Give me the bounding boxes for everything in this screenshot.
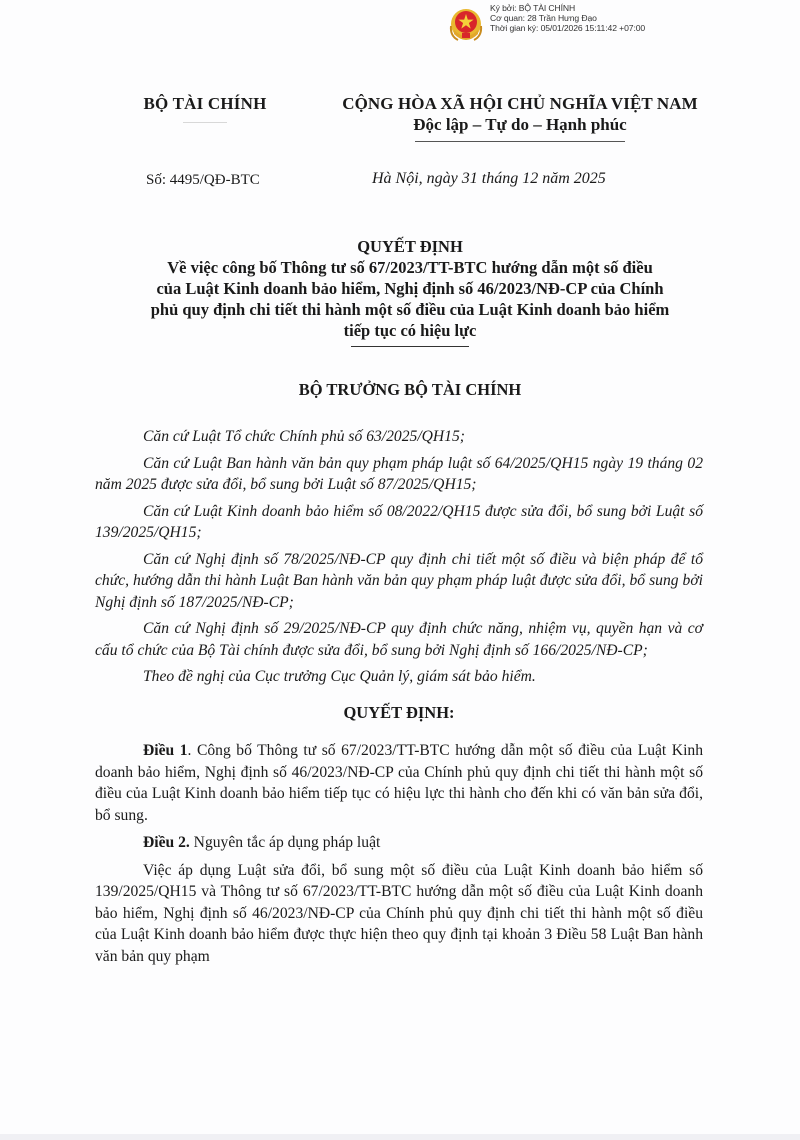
decision-heading: QUYẾT ĐỊNH:: [343, 702, 455, 722]
issuing-authority: BỘ TRƯỞNG BỘ TÀI CHÍNH: [298, 380, 522, 399]
legal-basis-item: Theo đề nghị của Cục trưởng Cục Quản lý, giám sát bảo hiểm.: [143, 668, 536, 685]
legal-basis-item: Căn cứ Luật Kinh doanh bảo hiểm số 08/2022/QH15 được sửa đổi, bổ sung bởi Luật số 139/2025/QH15;: [95, 502, 703, 541]
digital-signature-block: [448, 3, 645, 46]
article-2-heading: [95, 832, 703, 854]
agency-divider: [183, 122, 227, 123]
signature-signer: Ký bởi: BỘ TÀI CHÍNH: [490, 3, 576, 13]
page-edge: [0, 1134, 800, 1140]
signature-time: Thời gian ký: 05/01/2026 15:11:42 +07:00: [490, 23, 646, 33]
title-subject-line: Về việc công bố Thông tư số 67/2023/TT-BTC hướng dẫn một số điều: [167, 258, 653, 277]
title-subject-line: của Luật Kinh doanh bảo hiểm, Nghị định số 46/2023/NĐ-CP của Chính: [156, 279, 664, 298]
document-number: Số: 4495/QĐ-BTC: [146, 172, 260, 188]
document-title: [110, 236, 710, 347]
issuing-agency: BỘ TÀI CHÍNH: [143, 94, 267, 113]
signature-agency: Cơ quan: 28 Trần Hưng Đạo: [490, 13, 597, 23]
issuing-agency-block: [125, 94, 285, 123]
national-emblem-icon: [448, 6, 484, 46]
motto-divider: [415, 141, 625, 142]
title-subject-line: tiếp tục có hiệu lực: [343, 321, 477, 340]
title-divider: [351, 346, 469, 347]
article-label: Điều 1: [143, 742, 188, 759]
article-text: . Công bố Thông tư số 67/2023/TT-BTC hướng dẫn một số điều của Luật Kinh doanh bảo hiểm, Nghị định số 46/2023/NĐ-CP của Chính phủ quy định chi tiết thi hành một số điều của Luật Kinh doanh bảo hiểm tiếp tục có hiệu lực thi hành cho đến khi có văn bản sửa đổi, bổ sung.: [95, 742, 703, 824]
article-label: Điều 2.: [143, 834, 190, 851]
national-header: [300, 94, 740, 142]
article-2-text: Việc áp dụng Luật sửa đổi, bổ sung một số điều của Luật Kinh doanh bảo hiểm số 139/2025/QH15 và Thông tư số 67/2023/TT-BTC hướng dẫn một số điều của Luật Kinh doanh bảo hiểm, Nghị định số 46/2023/NĐ-CP của Chính phủ quy định chi tiết thi hành một số điều của Luật Kinh doanh bảo hiểm được thực hiện theo quy định tại khoản 3 Điều 58 Luật Ban hành văn bản quy phạm: [95, 861, 703, 965]
title-main: QUYẾT ĐỊNH: [357, 237, 463, 256]
national-motto: Độc lập – Tự do – Hạnh phúc: [413, 115, 627, 134]
legal-basis-item: Căn cứ Luật Ban hành văn bản quy phạm pháp luật số 64/2025/QH15 ngày 19 tháng 02 năm 2025 được sửa đổi, bổ sung bởi Luật số 87/2025/QH15;: [95, 454, 703, 493]
articles: [95, 740, 703, 967]
title-subject-line: phủ quy định chi tiết thi hành một số điều của Luật Kinh doanh bảo hiểm: [150, 300, 670, 319]
date-place: Hà Nội, ngày 31 tháng 12 năm 2025: [372, 170, 606, 187]
nation-name: CỘNG HÒA XÃ HỘI CHỦ NGHĨA VIỆT NAM: [342, 94, 698, 113]
document-body: [95, 426, 703, 973]
legal-basis-item: Căn cứ Nghị định số 78/2025/NĐ-CP quy định chi tiết một số điều và biện pháp để tổ chức, hướng dẫn thi hành Luật Ban hành văn bản quy phạm pháp luật được sửa đổi, bổ sung bởi Nghị định số 187/2025/NĐ-CP;: [95, 550, 703, 611]
legal-basis-item: Căn cứ Nghị định số 29/2025/NĐ-CP quy định chức năng, nhiệm vụ, quyền hạn và cơ cấu tổ chức của Bộ Tài chính được sửa đổi, bổ sung bởi Nghị định số 166/2025/NĐ-CP;: [95, 620, 703, 659]
article-1: [95, 740, 703, 826]
legal-basis-item: Căn cứ Luật Tổ chức Chính phủ số 63/2025/QH15;: [143, 428, 465, 445]
legal-basis: [95, 426, 703, 688]
article-heading: Nguyên tắc áp dụng pháp luật: [189, 834, 381, 851]
